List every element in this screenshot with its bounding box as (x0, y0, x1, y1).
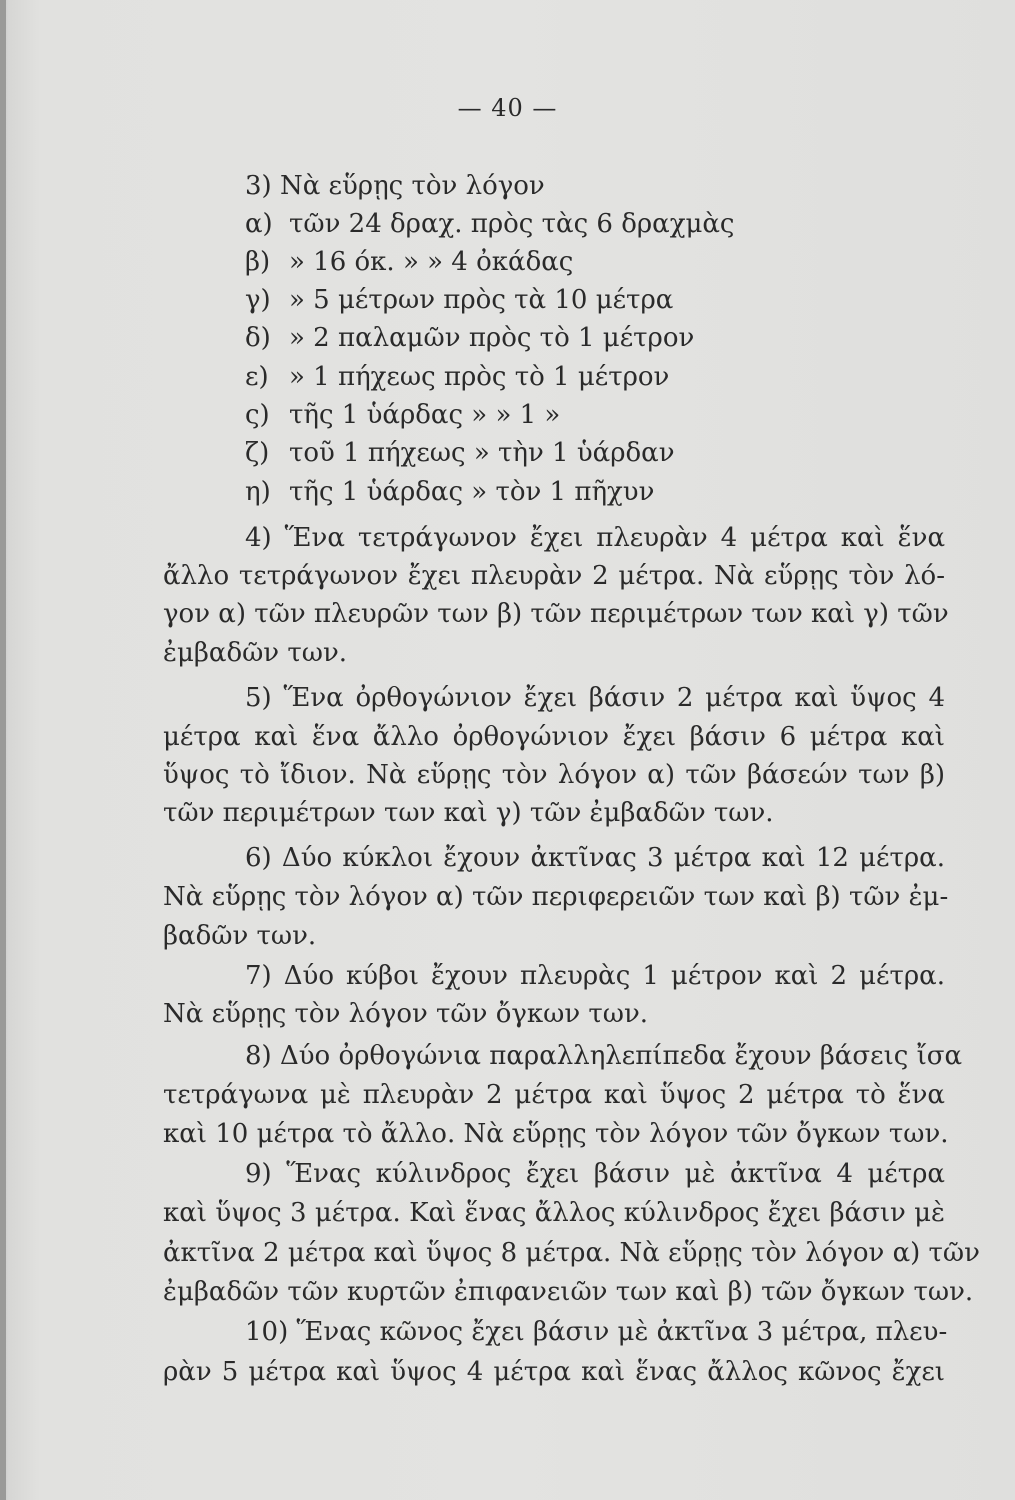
exercise-3-item (245, 282, 673, 318)
item-text: τοῦ 1 πήχεως » τὴν 1 ὑάρδαν (289, 438, 675, 468)
item-text: τῆς 1 ὑάρδας » τὸν 1 πῆχυν (289, 477, 655, 507)
item-label: δ) (245, 323, 271, 353)
item-label: η) (245, 477, 271, 507)
exercise-9-line: ἐμβαδῶν τῶν κυρτῶν ἐπιφανειῶν των καὶ β) τῶν ὄγκων των. (163, 1277, 974, 1307)
page-number: — 40 — (457, 94, 558, 122)
exercise-3-item (245, 244, 573, 280)
exercise-9-line: καὶ ὕψος 3 μέτρα. Καὶ ἕνας ἄλλος κύλινδρος ἔχει βάσιν μὲ (163, 1198, 945, 1228)
item-label: γ) (245, 285, 271, 315)
exercise-6-line: Νὰ εὕρῃς τὸν λόγον α) τῶν περιφερειῶν των καὶ β) τῶν ἐμ- (163, 882, 949, 912)
exercise-4-line: 4) Ἕνα τετράγωνον ἔχει πλευρὰν 4 μέτρα καὶ ἕνα (245, 523, 945, 553)
exercise-10-line: ρὰν 5 μέτρα καὶ ὕψος 4 μέτρα καὶ ἕνας ἄλλος κῶνος ἔχει (163, 1357, 945, 1387)
exercise-8-line: τετράγωνα μὲ πλευρὰν 2 μέτρα καὶ ὕψος 2 μέτρα τὸ ἕνα (163, 1080, 945, 1110)
exercise-3-item (245, 435, 675, 471)
exercise-3-item (245, 320, 694, 356)
exercise-3-item (245, 474, 654, 510)
exercise-6-line: 6) Δύο κύκλοι ἔχουν ἀκτῖνας 3 μέτρα καὶ 12 μέτρα. (245, 843, 945, 873)
item-label: ζ) (245, 438, 270, 468)
item-label: α) (245, 209, 273, 239)
exercise-3-item (245, 206, 734, 242)
exercise-7-line: Νὰ εὕρῃς τὸν λόγον τῶν ὄγκων των. (163, 999, 649, 1029)
exercise-3-item (245, 397, 560, 433)
exercise-7-line: 7) Δύο κύβοι ἔχουν πλευρὰς 1 μέτρον καὶ 2 μέτρα. (245, 961, 945, 991)
exercise-5-line: τῶν περιμέτρων των καὶ γ) τῶν ἐμβαδῶν των. (163, 798, 774, 828)
exercise-3-item (245, 359, 669, 395)
item-label: ε) (245, 362, 269, 392)
exercise-8-line: 8) Δύο ὀρθογώνια παραλληλεπίπεδα ἔχουν βάσεις ἴσα (245, 1041, 963, 1071)
item-text: » 16 όκ. » » 4 ὀκάδας (289, 247, 574, 277)
exercise-5-line: μέτρα καὶ ἕνα ἄλλο ὀρθογώνιον ἔχει βάσιν 6 μέτρα καὶ (163, 722, 945, 752)
exercise-5-line: ὕψος τὸ ἴδιον. Νὰ εὕρῃς τὸν λόγον α) τῶν βάσεών των β) (163, 760, 945, 790)
page-edge (0, 0, 6, 1500)
exercise-5-line: 5) Ἕνα ὀρθογώνιον ἔχει βάσιν 2 μέτρα καὶ ὕψος 4 (245, 683, 945, 713)
item-text: τῶν 24 δραχ. πρὸς τὰς 6 δραχμὰς (289, 209, 735, 239)
exercise-4-line: ἄλλο τετράγωνον ἔχει πλευρὰν 2 μέτρα. Νὰ εὕρῃς τὸν λό- (163, 561, 945, 591)
exercise-10-line: 10) Ἕνας κῶνος ἔχει βάσιν μὲ ἀκτῖνα 3 μέτρα, πλευ- (245, 1317, 948, 1347)
exercise-4-line: γον α) τῶν πλευρῶν των β) τῶν περιμέτρων των καὶ γ) τῶν (163, 599, 949, 629)
exercise-9-line: 9) Ἕνας κύλινδρος ἔχει βάσιν μὲ ἀκτῖνα 4 μέτρα (245, 1159, 945, 1189)
item-text: » 2 παλαμῶν πρὸς τὸ 1 μέτρον (289, 323, 695, 353)
item-text: » 5 μέτρων πρὸς τὰ 10 μέτρα (289, 285, 674, 315)
exercise-9-line: ἀκτῖνα 2 μέτρα καὶ ὕψος 8 μέτρα. Νὰ εὕρῃς τὸν λόγον α) τῶν (163, 1238, 980, 1268)
exercise-6-line: βαδῶν των. (163, 921, 317, 951)
exercise-3-intro: 3) Νὰ εὕρῃς τὸν λόγον (245, 171, 545, 201)
exercise-4-line: ἐμβαδῶν των. (163, 638, 348, 668)
item-text: τῆς 1 ὑάρδας » » 1 » (289, 400, 561, 430)
item-label: β) (245, 247, 271, 277)
item-text: » 1 πήχεως πρὸς τὸ 1 μέτρον (289, 362, 670, 392)
item-label: ς) (245, 400, 270, 430)
exercise-8-line: καὶ 10 μέτρα τὸ ἄλλο. Νὰ εὕρῃς τὸν λόγον τῶν ὄγκων των. (163, 1119, 949, 1149)
